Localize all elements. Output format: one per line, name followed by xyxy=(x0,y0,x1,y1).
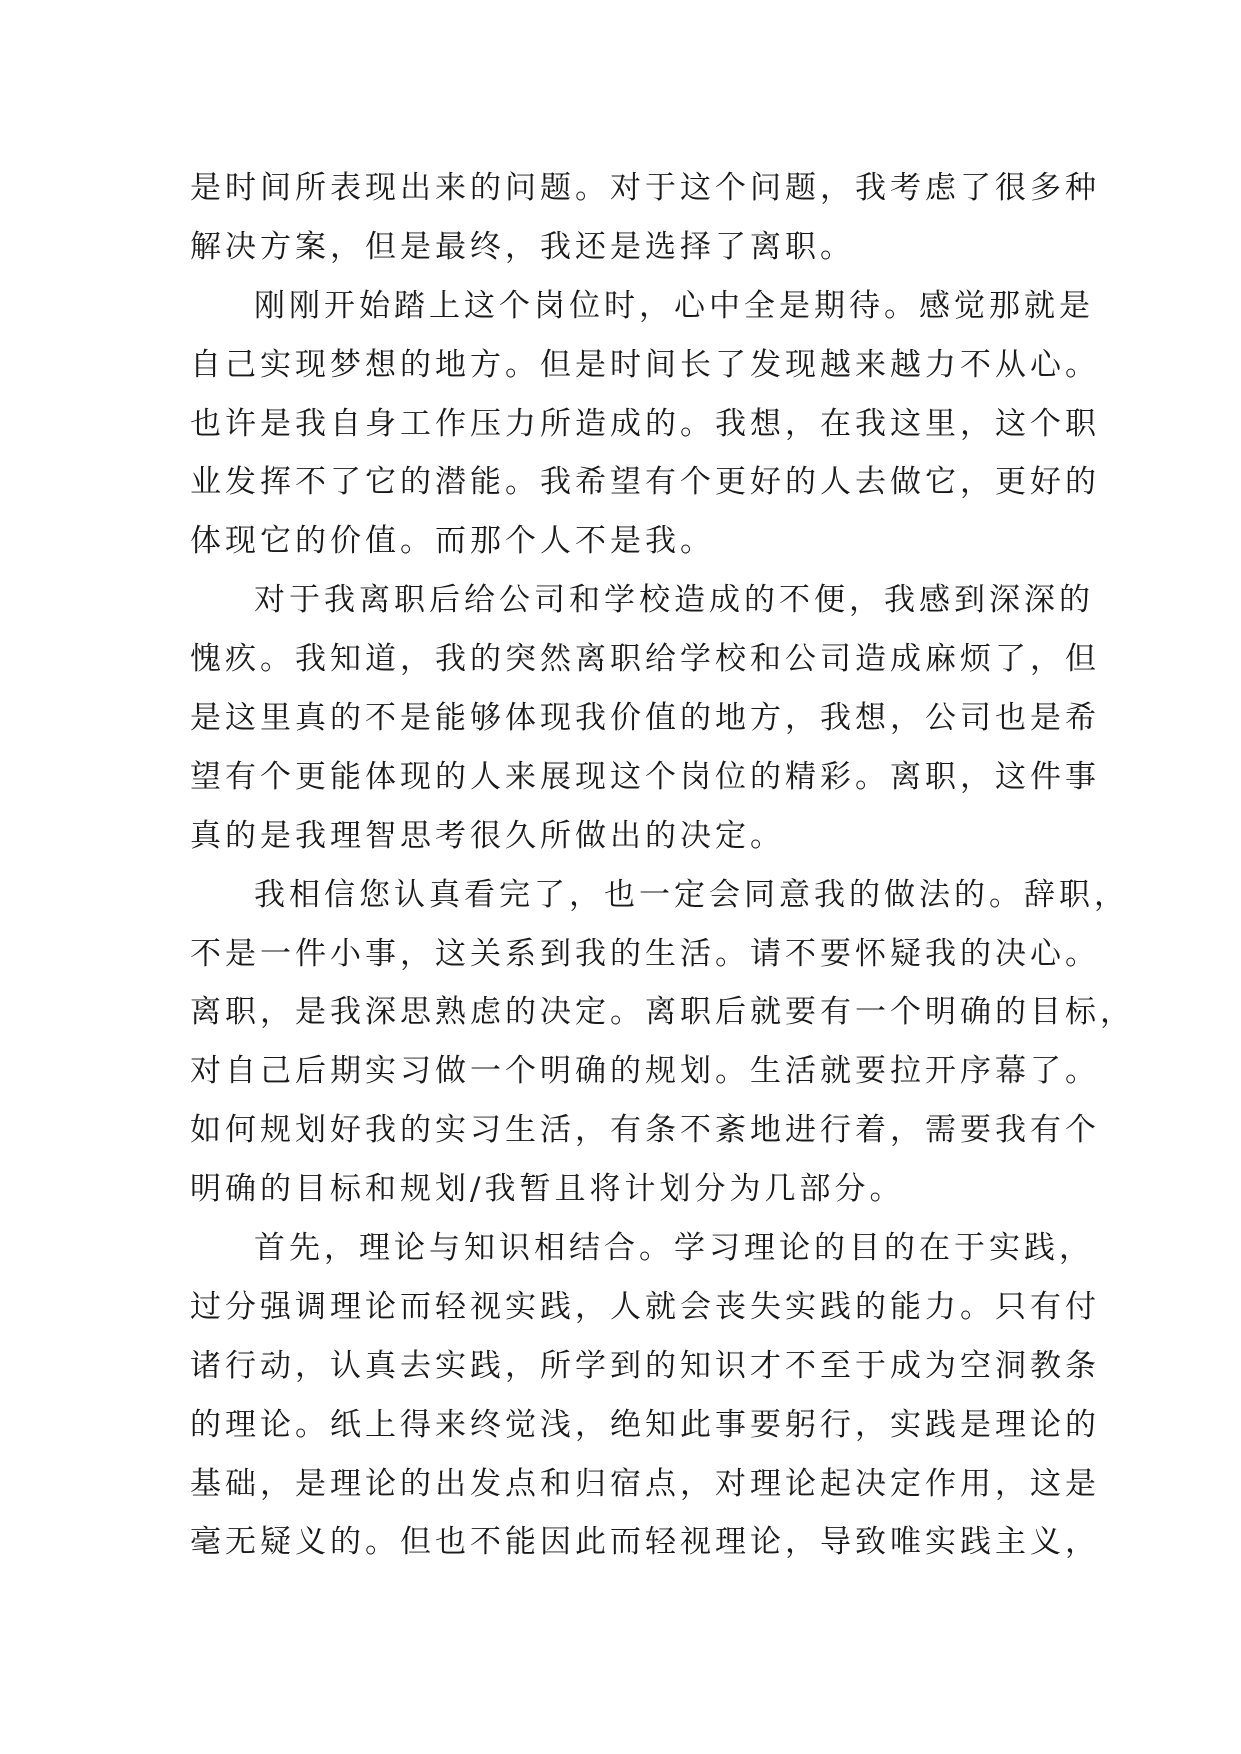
text-line: 是这里真的不是能够体现我价值的地方，我想，公司也是希 xyxy=(190,700,1100,737)
paragraph-first-line: 首先，理论与知识相结合。学习理论的目的在于实践， xyxy=(254,1230,1094,1267)
text-line: 愧疚。我知道，我的突然离职给学校和公司造成麻烦了，但 xyxy=(190,641,1100,678)
text-line: 不是一件小事，这关系到我的生活。请不要怀疑我的决心。 xyxy=(190,935,1100,972)
text-line: 明确的目标和规划/我暂且将计划分为几部分。 xyxy=(190,1171,905,1208)
text-line: 如何规划好我的实习生活，有条不紊地进行着，需要我有个 xyxy=(190,1112,1100,1149)
paragraph-first-line: 我相信您认真看完了，也一定会同意我的做法的。辞职， xyxy=(254,876,1129,913)
text-line: 的理论。纸上得来终觉浅，绝知此事要躬行，实践是理论的 xyxy=(190,1406,1100,1443)
text-line: 真的是我理智思考很久所做出的决定。 xyxy=(190,817,785,854)
text-line: 望有个更能体现的人来展现这个岗位的精彩。离职，这件事 xyxy=(190,758,1100,795)
paragraph-first-line: 对于我离职后给公司和学校造成的不便，我感到深深的 xyxy=(254,582,1094,619)
text-line: 对自己后期实习做一个明确的规划。生活就要拉开序幕了。 xyxy=(190,1053,1100,1090)
text-line: 也许是我自身工作压力所造成的。我想，在我这里，这个职 xyxy=(190,405,1100,442)
text-line: 自己实现梦想的地方。但是时间长了发现越来越力不从心。 xyxy=(190,346,1100,383)
text-line: 解决方案，但是最终，我还是选择了离职。 xyxy=(190,228,855,265)
text-line: 离职，是我深思熟虑的决定。离职后就要有一个明确的目标， xyxy=(190,994,1135,1031)
text-line: 过分强调理论而轻视实践，人就会丧失实践的能力。只有付 xyxy=(190,1288,1100,1325)
text-line: 诸行动，认真去实践，所学到的知识才不至于成为空洞教条 xyxy=(190,1347,1100,1384)
document-body xyxy=(190,159,1135,1572)
paragraph-first-line: 刚刚开始踏上这个岗位时，心中全是期待。感觉那就是 xyxy=(254,287,1094,324)
text-line: 业发挥不了它的潜能。我希望有个更好的人去做它，更好的 xyxy=(190,464,1100,501)
text-line: 基础，是理论的出发点和归宿点，对理论起决定作用，这是 xyxy=(190,1465,1100,1502)
text-line: 是时间所表现出来的问题。对于这个问题，我考虑了很多种 xyxy=(190,170,1100,206)
text-line: 体现它的价值。而那个人不是我。 xyxy=(190,523,715,560)
text-line: 毫无疑义的。但也不能因此而轻视理论，导致唯实践主义， xyxy=(190,1524,1100,1561)
